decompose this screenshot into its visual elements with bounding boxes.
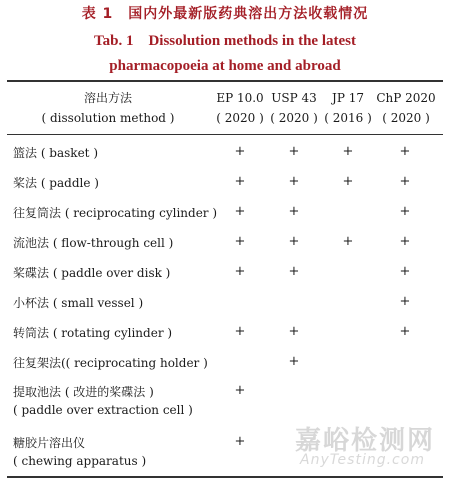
header-method-en: ( dissolution method ) [41, 111, 175, 125]
header-usp-name: USP 43 [271, 91, 317, 105]
header-jp-name: JP 17 [332, 91, 364, 105]
header-chp-name: ChP 2020 [376, 91, 436, 105]
row-mark-usp: + [288, 174, 300, 189]
row-method-name: 往复筒法 ( reciprocating cylinder ) [13, 206, 218, 220]
header-jp-year: ( 2016 ) [324, 111, 372, 125]
row-mark-chp: + [399, 324, 411, 339]
row-method-name: 提取池法 ( 改进的桨碟法 ) [13, 385, 154, 399]
row-method-name: 桨碟法 ( paddle over disk ) [13, 266, 171, 280]
row-method-name: 流池法 ( flow-through cell ) [13, 236, 174, 250]
header-ep-year: ( 2020 ) [216, 111, 264, 125]
header-usp [268, 88, 320, 128]
table-title-en-line2: pharmacopoeia at home and abroad [109, 58, 341, 74]
row-mark-ep: + [234, 174, 246, 189]
watermark-en: AnyTesting.com [300, 452, 425, 468]
row-mark-ep: + [234, 434, 246, 449]
row-method-name: 篮法 ( basket ) [13, 146, 98, 160]
row-mark-chp: + [399, 174, 411, 189]
header-chp-year: ( 2020 ) [382, 111, 430, 125]
header-ep-name: EP 10.0 [216, 91, 264, 105]
row-mark-ep: + [234, 324, 246, 339]
row-method-name: 糖胶片溶出仪 [13, 436, 86, 450]
row-method-name-en: ( chewing apparatus ) [13, 454, 147, 468]
row-method-name: 转筒法 ( rotating cylinder ) [13, 326, 173, 340]
row-mark-chp: + [399, 144, 411, 159]
header-method [8, 88, 208, 128]
row-mark-ep: + [234, 264, 246, 279]
row-mark-jp: + [342, 174, 354, 189]
row-mark-ep: + [234, 234, 246, 249]
row-mark-usp: + [288, 324, 300, 339]
row-mark-chp: + [399, 234, 411, 249]
row-method-name-en: ( paddle over extraction cell ) [13, 403, 193, 417]
row-method-name: 往复架法(( reciprocating holder ) [13, 356, 208, 370]
row-mark-ep: + [234, 383, 246, 398]
top-rule [7, 80, 443, 82]
row-mark-chp: + [399, 264, 411, 279]
table-title-en-line1: Tab. 1 Dissolution methods in the latest [94, 33, 356, 49]
bottom-rule [7, 476, 443, 478]
row-mark-jp: + [342, 144, 354, 159]
row-method-name: 小杯法 ( small vessel ) [13, 296, 144, 310]
header-ep [214, 88, 266, 128]
row-mark-usp: + [288, 204, 300, 219]
row-mark-chp: + [399, 294, 411, 309]
row-mark-jp: + [342, 234, 354, 249]
table-title-cn: 表 1 国内外最新版药典溶出方法收载情况 [81, 6, 369, 22]
row-mark-usp: + [288, 264, 300, 279]
header-usp-year: ( 2020 ) [270, 111, 318, 125]
header-method-cn: 溶出方法 [83, 91, 132, 105]
row-mark-usp: + [288, 234, 300, 249]
watermark-cn: 嘉峪检测网 [295, 426, 436, 456]
header-rule [7, 134, 443, 135]
header-chp [375, 88, 437, 128]
row-method-name: 桨法 ( paddle ) [13, 176, 99, 190]
header-jp [323, 88, 373, 128]
row-mark-chp: + [399, 204, 411, 219]
row-mark-ep: + [234, 144, 246, 159]
row-mark-usp: + [288, 144, 300, 159]
row-mark-ep: + [234, 204, 246, 219]
row-mark-usp: + [288, 354, 300, 369]
